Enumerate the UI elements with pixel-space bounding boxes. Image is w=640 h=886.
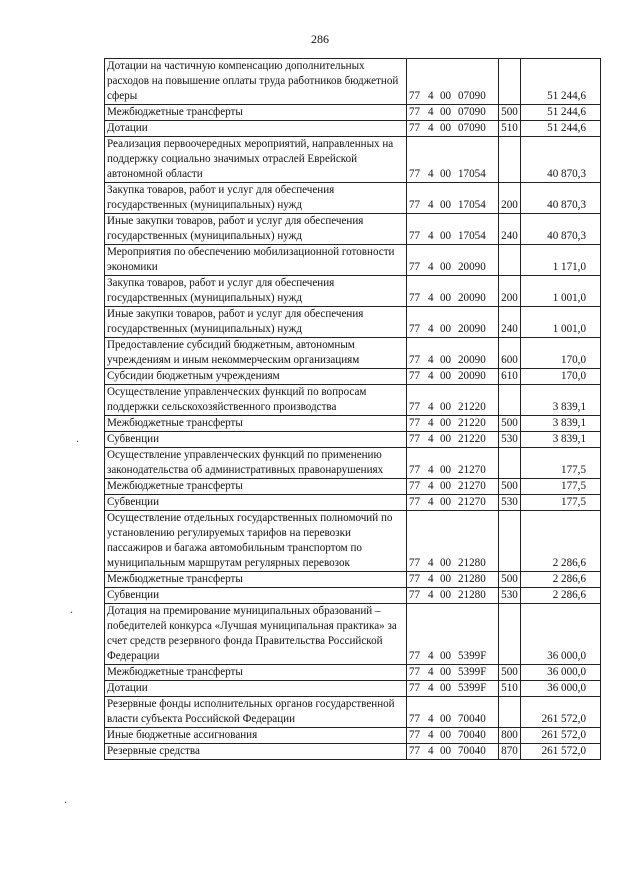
code-direction: 5399F bbox=[458, 666, 487, 678]
row-expense-type bbox=[499, 604, 521, 665]
row-name: Межбюджетные трансферты bbox=[105, 665, 407, 681]
code-subprogram: 4 bbox=[428, 199, 434, 211]
code-group: 00 bbox=[440, 729, 452, 741]
row-amount: 40 870,3 bbox=[521, 183, 601, 214]
row-amount: 3 839,1 bbox=[521, 416, 601, 432]
code-subprogram: 4 bbox=[428, 417, 434, 429]
table-row bbox=[105, 338, 601, 369]
code-program: 77 bbox=[409, 589, 421, 601]
code-program: 77 bbox=[409, 433, 421, 445]
code-program: 77 bbox=[409, 230, 421, 242]
code-group: 00 bbox=[440, 650, 452, 662]
code-subprogram: 4 bbox=[428, 261, 434, 273]
row-name: Субвенции bbox=[105, 588, 407, 604]
row-code bbox=[407, 448, 499, 479]
budget-table bbox=[104, 58, 601, 760]
row-amount: 51 244,6 bbox=[521, 59, 601, 105]
row-amount: 2 286,6 bbox=[521, 572, 601, 588]
code-program: 77 bbox=[409, 464, 421, 476]
row-expense-type: 200 bbox=[499, 183, 521, 214]
code-program: 77 bbox=[409, 573, 421, 585]
row-name: Осуществление управленческих функций по вопросам поддержки сельскохозяйственного производства bbox=[105, 385, 407, 416]
code-group: 00 bbox=[440, 464, 452, 476]
code-subprogram: 4 bbox=[428, 745, 434, 757]
row-expense-type bbox=[499, 697, 521, 728]
row-expense-type: 240 bbox=[499, 307, 521, 338]
row-name: Дотация на премирование муниципальных образований – победителей конкурса «Лучшая муниципальная практика» за счет средств резервного фонда Правительства Российской Федерации bbox=[105, 604, 407, 665]
row-expense-type: 500 bbox=[499, 479, 521, 495]
row-amount: 40 870,3 bbox=[521, 214, 601, 245]
row-name: Дотации bbox=[105, 681, 407, 697]
code-program: 77 bbox=[409, 401, 421, 413]
row-code bbox=[407, 744, 499, 760]
code-program: 77 bbox=[409, 354, 421, 366]
code-program: 77 bbox=[409, 122, 421, 134]
table-row bbox=[105, 59, 601, 105]
row-amount: 177,5 bbox=[521, 448, 601, 479]
table-row bbox=[105, 416, 601, 432]
table-row bbox=[105, 245, 601, 276]
code-program: 77 bbox=[409, 682, 421, 694]
table-row bbox=[105, 697, 601, 728]
code-program: 77 bbox=[409, 650, 421, 662]
row-name: Мероприятия по обеспечению мобилизационной готовности экономики bbox=[105, 245, 407, 276]
table-row bbox=[105, 588, 601, 604]
row-name: Иные закупки товаров, работ и услуг для обеспечения государственных (муниципальных) нужд bbox=[105, 214, 407, 245]
code-direction: 17054 bbox=[458, 230, 486, 242]
row-code bbox=[407, 665, 499, 681]
row-amount: 261 572,0 bbox=[521, 697, 601, 728]
code-group: 00 bbox=[440, 713, 452, 725]
row-name: Реализация первоочередных мероприятий, направленных на поддержку социально значимых отраслей Еврейской автономной области bbox=[105, 137, 407, 183]
code-program: 77 bbox=[409, 480, 421, 492]
row-expense-type bbox=[499, 245, 521, 276]
table-row bbox=[105, 604, 601, 665]
table-row bbox=[105, 276, 601, 307]
code-program: 77 bbox=[409, 713, 421, 725]
code-direction: 70040 bbox=[458, 745, 486, 757]
code-subprogram: 4 bbox=[428, 496, 434, 508]
row-name: Дотации на частичную компенсацию дополнительных расходов на повышение оплаты труда работников бюджетной сферы bbox=[105, 59, 407, 105]
code-direction: 17054 bbox=[458, 199, 486, 211]
table-row bbox=[105, 369, 601, 385]
code-group: 00 bbox=[440, 370, 452, 382]
row-amount: 177,5 bbox=[521, 479, 601, 495]
code-direction: 20090 bbox=[458, 323, 486, 335]
table-row bbox=[105, 665, 601, 681]
code-direction: 21270 bbox=[458, 480, 486, 492]
row-name: Иные закупки товаров, работ и услуг для обеспечения государственных (муниципальных) нужд bbox=[105, 307, 407, 338]
table-row bbox=[105, 728, 601, 744]
table-row bbox=[105, 681, 601, 697]
row-code bbox=[407, 432, 499, 448]
table-row bbox=[105, 385, 601, 416]
row-code bbox=[407, 105, 499, 121]
code-direction: 5399F bbox=[458, 682, 487, 694]
code-program: 77 bbox=[409, 557, 421, 569]
code-direction: 21220 bbox=[458, 433, 486, 445]
row-code bbox=[407, 681, 499, 697]
row-code bbox=[407, 214, 499, 245]
row-amount: 170,0 bbox=[521, 338, 601, 369]
code-direction: 21280 bbox=[458, 589, 486, 601]
row-expense-type: 510 bbox=[499, 681, 521, 697]
code-group: 00 bbox=[440, 292, 452, 304]
code-subprogram: 4 bbox=[428, 589, 434, 601]
row-expense-type: 530 bbox=[499, 588, 521, 604]
code-program: 77 bbox=[409, 90, 421, 102]
code-group: 00 bbox=[440, 557, 452, 569]
row-amount: 3 839,1 bbox=[521, 432, 601, 448]
row-amount: 36 000,0 bbox=[521, 665, 601, 681]
margin-mark: . bbox=[64, 792, 67, 806]
code-direction: 20090 bbox=[458, 292, 486, 304]
row-name: Субсидии бюджетным учреждениям bbox=[105, 369, 407, 385]
code-subprogram: 4 bbox=[428, 464, 434, 476]
code-direction: 5399F bbox=[458, 650, 487, 662]
row-expense-type: 510 bbox=[499, 121, 521, 137]
budget-table-body bbox=[105, 59, 601, 760]
row-code bbox=[407, 307, 499, 338]
row-amount: 51 244,6 bbox=[521, 121, 601, 137]
row-expense-type: 500 bbox=[499, 105, 521, 121]
margin-mark: . bbox=[76, 431, 79, 445]
table-row bbox=[105, 432, 601, 448]
row-expense-type: 500 bbox=[499, 665, 521, 681]
code-direction: 20090 bbox=[458, 261, 486, 273]
code-direction: 21220 bbox=[458, 417, 486, 429]
row-amount: 177,5 bbox=[521, 495, 601, 511]
code-subprogram: 4 bbox=[428, 90, 434, 102]
table-row bbox=[105, 183, 601, 214]
row-code bbox=[407, 245, 499, 276]
row-code bbox=[407, 495, 499, 511]
code-group: 00 bbox=[440, 589, 452, 601]
code-direction: 07090 bbox=[458, 122, 486, 134]
margin-mark: . bbox=[70, 602, 73, 616]
row-amount: 3 839,1 bbox=[521, 385, 601, 416]
table-row bbox=[105, 105, 601, 121]
row-name: Субвенции bbox=[105, 432, 407, 448]
code-group: 00 bbox=[440, 496, 452, 508]
code-program: 77 bbox=[409, 261, 421, 273]
row-expense-type: 800 bbox=[499, 728, 521, 744]
code-group: 00 bbox=[440, 122, 452, 134]
code-group: 00 bbox=[440, 401, 452, 413]
row-expense-type: 200 bbox=[499, 276, 521, 307]
code-direction: 21280 bbox=[458, 573, 486, 585]
code-group: 00 bbox=[440, 745, 452, 757]
code-group: 00 bbox=[440, 666, 452, 678]
code-subprogram: 4 bbox=[428, 168, 434, 180]
code-subprogram: 4 bbox=[428, 401, 434, 413]
code-group: 00 bbox=[440, 261, 452, 273]
code-direction: 21280 bbox=[458, 557, 486, 569]
row-code bbox=[407, 588, 499, 604]
row-name: Резервные фонды исполнительных органов государственной власти субъекта Российской Федерации bbox=[105, 697, 407, 728]
row-expense-type bbox=[499, 137, 521, 183]
row-name: Межбюджетные трансферты bbox=[105, 479, 407, 495]
code-direction: 21270 bbox=[458, 496, 486, 508]
row-expense-type: 530 bbox=[499, 495, 521, 511]
row-code bbox=[407, 511, 499, 572]
code-direction: 20090 bbox=[458, 370, 486, 382]
code-group: 00 bbox=[440, 433, 452, 445]
table-row bbox=[105, 137, 601, 183]
code-group: 00 bbox=[440, 90, 452, 102]
row-amount: 2 286,6 bbox=[521, 588, 601, 604]
code-subprogram: 4 bbox=[428, 682, 434, 694]
code-direction: 21220 bbox=[458, 401, 486, 413]
code-subprogram: 4 bbox=[428, 230, 434, 242]
row-name: Дотации bbox=[105, 121, 407, 137]
row-expense-type: 530 bbox=[499, 432, 521, 448]
code-subprogram: 4 bbox=[428, 573, 434, 585]
code-subprogram: 4 bbox=[428, 370, 434, 382]
row-code bbox=[407, 121, 499, 137]
code-direction: 07090 bbox=[458, 106, 486, 118]
row-name: Субвенции bbox=[105, 495, 407, 511]
code-subprogram: 4 bbox=[428, 292, 434, 304]
page-number: 286 bbox=[311, 32, 329, 46]
row-code bbox=[407, 276, 499, 307]
row-amount: 36 000,0 bbox=[521, 604, 601, 665]
code-subprogram: 4 bbox=[428, 729, 434, 741]
code-program: 77 bbox=[409, 168, 421, 180]
code-subprogram: 4 bbox=[428, 650, 434, 662]
table-row bbox=[105, 121, 601, 137]
row-amount: 40 870,3 bbox=[521, 137, 601, 183]
row-amount: 2 286,6 bbox=[521, 511, 601, 572]
code-program: 77 bbox=[409, 323, 421, 335]
row-expense-type: 610 bbox=[499, 369, 521, 385]
row-amount: 1 001,0 bbox=[521, 276, 601, 307]
table-row bbox=[105, 214, 601, 245]
table-row bbox=[105, 448, 601, 479]
table-row bbox=[105, 479, 601, 495]
row-amount: 261 572,0 bbox=[521, 744, 601, 760]
row-name: Межбюджетные трансферты bbox=[105, 572, 407, 588]
row-name: Резервные средства bbox=[105, 744, 407, 760]
row-name: Межбюджетные трансферты bbox=[105, 416, 407, 432]
code-subprogram: 4 bbox=[428, 122, 434, 134]
code-direction: 21270 bbox=[458, 464, 486, 476]
code-subprogram: 4 bbox=[428, 323, 434, 335]
row-amount: 1 001,0 bbox=[521, 307, 601, 338]
row-code bbox=[407, 479, 499, 495]
row-code bbox=[407, 338, 499, 369]
row-name: Иные бюджетные ассигнования bbox=[105, 728, 407, 744]
code-subprogram: 4 bbox=[428, 354, 434, 366]
code-program: 77 bbox=[409, 496, 421, 508]
code-direction: 70040 bbox=[458, 713, 486, 725]
row-code bbox=[407, 385, 499, 416]
row-name: Закупка товаров, работ и услуг для обеспечения государственных (муниципальных) нужд bbox=[105, 183, 407, 214]
row-expense-type bbox=[499, 448, 521, 479]
row-code bbox=[407, 572, 499, 588]
code-group: 00 bbox=[440, 168, 452, 180]
code-subprogram: 4 bbox=[428, 713, 434, 725]
code-group: 00 bbox=[440, 230, 452, 242]
row-code bbox=[407, 728, 499, 744]
table-row bbox=[105, 511, 601, 572]
code-program: 77 bbox=[409, 199, 421, 211]
code-subprogram: 4 bbox=[428, 666, 434, 678]
code-program: 77 bbox=[409, 106, 421, 118]
row-code bbox=[407, 59, 499, 105]
row-expense-type: 600 bbox=[499, 338, 521, 369]
code-subprogram: 4 bbox=[428, 433, 434, 445]
table-row bbox=[105, 495, 601, 511]
row-expense-type bbox=[499, 511, 521, 572]
table-row bbox=[105, 744, 601, 760]
row-expense-type: 500 bbox=[499, 572, 521, 588]
row-amount: 1 171,0 bbox=[521, 245, 601, 276]
code-subprogram: 4 bbox=[428, 480, 434, 492]
code-program: 77 bbox=[409, 292, 421, 304]
code-group: 00 bbox=[440, 354, 452, 366]
code-direction: 17054 bbox=[458, 168, 486, 180]
code-subprogram: 4 bbox=[428, 106, 434, 118]
row-code bbox=[407, 604, 499, 665]
row-code bbox=[407, 183, 499, 214]
code-group: 00 bbox=[440, 323, 452, 335]
row-code bbox=[407, 369, 499, 385]
table-row bbox=[105, 307, 601, 338]
code-group: 00 bbox=[440, 573, 452, 585]
code-group: 00 bbox=[440, 106, 452, 118]
code-program: 77 bbox=[409, 417, 421, 429]
row-amount: 261 572,0 bbox=[521, 728, 601, 744]
row-expense-type bbox=[499, 59, 521, 105]
row-expense-type bbox=[499, 385, 521, 416]
row-code bbox=[407, 137, 499, 183]
code-direction: 70040 bbox=[458, 729, 486, 741]
code-program: 77 bbox=[409, 745, 421, 757]
row-name: Закупка товаров, работ и услуг для обеспечения государственных (муниципальных) нужд bbox=[105, 276, 407, 307]
code-direction: 20090 bbox=[458, 354, 486, 366]
code-group: 00 bbox=[440, 480, 452, 492]
row-name: Предоставление субсидий бюджетным, автономным учреждениям и иным некоммерческим организациям bbox=[105, 338, 407, 369]
row-expense-type: 240 bbox=[499, 214, 521, 245]
row-expense-type: 870 bbox=[499, 744, 521, 760]
row-name: Осуществление отдельных государственных полномочий по установлению регулируемых тарифов на перевозки пассажиров и багажа автомобильным транспортом по муниципальным маршрутам регулярных перевозок bbox=[105, 511, 407, 572]
row-expense-type: 500 bbox=[499, 416, 521, 432]
code-program: 77 bbox=[409, 729, 421, 741]
row-code bbox=[407, 416, 499, 432]
code-program: 77 bbox=[409, 666, 421, 678]
code-program: 77 bbox=[409, 370, 421, 382]
row-name: Межбюджетные трансферты bbox=[105, 105, 407, 121]
code-group: 00 bbox=[440, 682, 452, 694]
code-group: 00 bbox=[440, 199, 452, 211]
row-name: Осуществление управленческих функций по применению законодательства об административных правонарушениях bbox=[105, 448, 407, 479]
row-amount: 170,0 bbox=[521, 369, 601, 385]
code-direction: 07090 bbox=[458, 90, 486, 102]
code-subprogram: 4 bbox=[428, 557, 434, 569]
table-row bbox=[105, 572, 601, 588]
row-amount: 51 244,6 bbox=[521, 105, 601, 121]
row-amount: 36 000,0 bbox=[521, 681, 601, 697]
code-group: 00 bbox=[440, 417, 452, 429]
row-code bbox=[407, 697, 499, 728]
